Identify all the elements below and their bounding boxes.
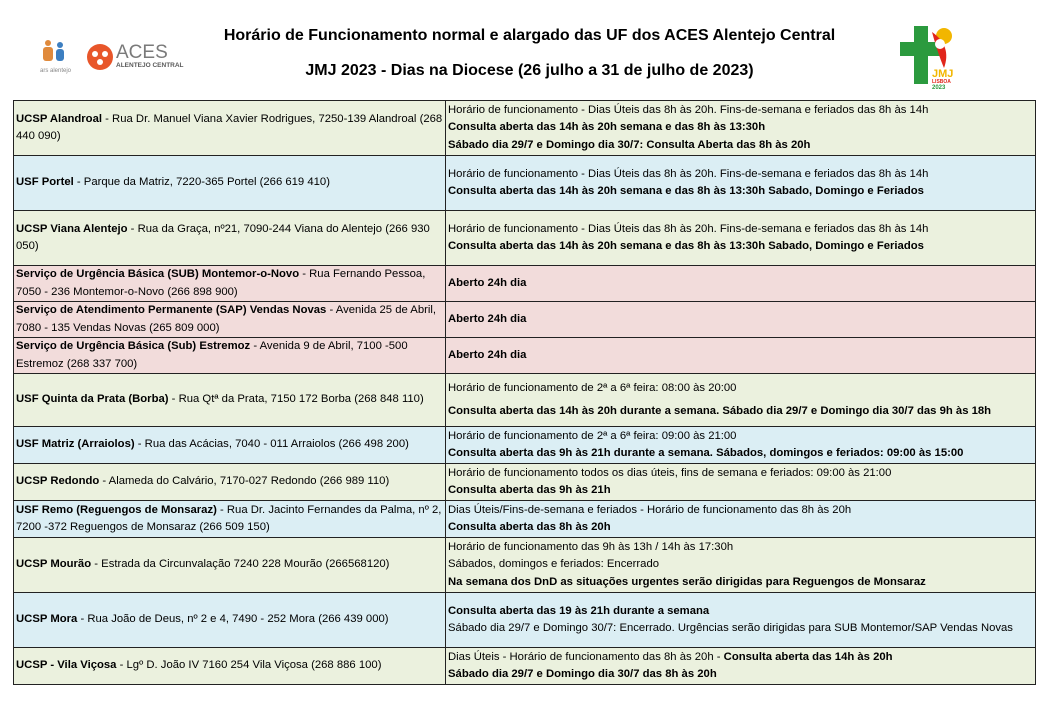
hours-line: Aberto 24h dia xyxy=(448,276,527,289)
hours-line: Horário de funcionamento de 2ª a 6ª feira: 08:00 às 20:00 xyxy=(448,381,737,394)
hours-line: Aberto 24h dia xyxy=(448,348,527,361)
hours-line-group xyxy=(448,649,1033,667)
unit-name: UCSP Redondo xyxy=(16,475,100,488)
table-row xyxy=(14,101,1036,156)
page-title-text: Horário de Funcionamento normal e alargado das UF dos ACES Alentejo Central xyxy=(223,27,836,44)
unit-cell xyxy=(14,266,446,302)
hours-line: Consulta aberta das 14h às 20h semana e das 8h às 13:30h Sabado, Domingo e Feriados xyxy=(448,240,924,252)
table-row xyxy=(14,464,1036,501)
table-row xyxy=(14,211,1036,266)
hours-line: Dias Úteis/Fins-de-semana e feriados - Horário de funcionamento das 8h às 20h xyxy=(448,503,852,516)
hours-cell xyxy=(446,211,1036,266)
hours-line: Consulta aberta das 8h às 20h xyxy=(448,521,611,533)
table-row xyxy=(14,266,1036,302)
unit-name: Serviço de Urgência Básica (Sub) Estremoz xyxy=(16,340,251,352)
hours-cell xyxy=(446,501,1036,538)
hours-line: Horário de funcionamento das 9h às 13h / 14h às 17:30h xyxy=(448,540,734,553)
unit-cell xyxy=(14,156,446,211)
unit-name: Serviço de Urgência Básica (SUB) Montemor-o-Novo xyxy=(16,268,300,280)
aces-logo-name: ACES xyxy=(116,42,168,63)
hours-cell xyxy=(446,593,1036,648)
table-row xyxy=(14,648,1036,685)
unit-address: - Rua Qtª da Prata, 7150 172 Borba (268 848 110) xyxy=(168,393,424,406)
table-row xyxy=(14,374,1036,427)
hours-line: Aberto 24h dia xyxy=(448,312,527,325)
unit-cell xyxy=(14,427,446,464)
hours-cell xyxy=(446,427,1036,464)
hours-line: Sábados, domingos e feriados: Encerrado xyxy=(448,558,660,571)
table-row xyxy=(14,538,1036,593)
unit-name: UCSP Alandroal xyxy=(16,112,103,125)
unit-name: UCSP Mourão xyxy=(16,558,92,571)
unit-address: - Avenida 25 de Abril, 7080 - 135 Vendas Novas (265 809 000) xyxy=(16,304,437,334)
page-subtitle xyxy=(0,62,1043,80)
hours-line: Sábado dia 29/7 e Domingo dia 30/7 das 8h às 20h xyxy=(448,668,717,680)
hours-line: Horário de funcionamento - Dias Úteis das 8h às 20h. Fins-de-semana e feriados das 8h às 14h xyxy=(448,167,929,180)
unit-cell xyxy=(14,302,446,338)
hours-line: Consulta aberta das 9h às 21h durante a semana. Sábados, domingos e feriados: 09:00 às 15:00 xyxy=(448,447,964,459)
schedule-table xyxy=(13,100,1036,685)
hours-cell xyxy=(446,538,1036,593)
unit-address: - Parque da Matriz, 7220-365 Portel (266 619 410) xyxy=(73,176,330,189)
unit-cell xyxy=(14,538,446,593)
hours-line: Consulta aberta das 9h às 21h xyxy=(448,484,611,496)
unit-name: USF Remo (Reguengos de Monsaraz) xyxy=(16,503,217,516)
hours-line: Horário de funcionamento - Dias Úteis das 8h às 20h. Fins-de-semana e feriados das 8h às 14h xyxy=(448,103,929,116)
unit-address: - Rua João de Deus, nº 2 e 4, 7490 - 252 Mora (266 439 000) xyxy=(77,613,389,626)
table-row xyxy=(14,302,1036,338)
jmj-logo-text: JMJ xyxy=(932,68,954,80)
table-row xyxy=(14,156,1036,211)
hours-line: Consulta aberta das 14h às 20h semana e das 8h às 13:30h xyxy=(448,121,766,134)
table-row xyxy=(14,593,1036,648)
unit-cell xyxy=(14,593,446,648)
hours-line: Horário de funcionamento todos os dias úteis, fins de semana e feriados: 09:00 às 21:00 xyxy=(448,466,892,479)
unit-cell xyxy=(14,101,446,156)
unit-address: - Rua Dr. Manuel Viana Xavier Rodrigues, 7250-139 Alandroal (268 440 090) xyxy=(16,112,443,142)
unit-address: - Estrada da Circunvalação 7240 228 Mourão (266568120) xyxy=(91,558,390,571)
unit-address: - Avenida 9 de Abril, 7100 -500 Estremoz (268 337 700) xyxy=(16,340,408,370)
hours-line: Na semana dos DnD as situações urgentes serão dirigidas para Reguengos de Monsaraz xyxy=(448,575,926,588)
hours-line: Consulta aberta das 14h às 20h xyxy=(723,650,893,663)
hours-line: Dias Úteis - Horário de funcionamento das 8h às 20h - xyxy=(448,650,724,663)
unit-address: - Rua Dr. Jacinto Fernandes da Palma, nº 2, 7200 -372 Reguengos de Monsaraz (266 509 150) xyxy=(16,503,442,533)
hours-cell xyxy=(446,101,1036,156)
unit-cell xyxy=(14,501,446,538)
hours-cell xyxy=(446,156,1036,211)
unit-cell xyxy=(14,648,446,685)
page-subtitle-text: JMJ 2023 - Dias na Diocese (26 julho a 31 de julho de 2023) xyxy=(305,62,754,79)
unit-address: - Rua da Graça, nº21, 7090-244 Viana do Alentejo (266 930 050) xyxy=(16,222,430,252)
ars-small-text: ars alentejo xyxy=(40,68,72,74)
table-row xyxy=(14,427,1036,464)
hours-cell xyxy=(446,266,1036,302)
unit-address: - Rua Fernando Pessoa, 7050 - 236 Montemor-o-Novo (266 898 900) xyxy=(16,268,426,298)
hours-line: Sábado dia 29/7 e Domingo dia 30/7: Consulta Aberta das 8h às 20h xyxy=(448,138,811,151)
unit-name: USF Matriz (Arraiolos) xyxy=(16,438,135,451)
unit-name: Serviço de Atendimento Permanente (SAP) Vendas Novas xyxy=(16,304,327,316)
hours-cell xyxy=(446,464,1036,501)
hours-line: Sábado dia 29/7 e Domingo 30/7: Encerrado. Urgências serão dirigidas para SUB Montemor/SAP Vendas Novas xyxy=(448,622,1013,634)
hours-cell xyxy=(446,338,1036,374)
table-row xyxy=(14,501,1036,538)
hours-line: Consulta aberta das 14h às 20h semana e das 8h às 13:30h Sabado, Domingo e Feriados xyxy=(448,185,924,197)
jmj-logo-year: 2023 xyxy=(932,85,946,90)
table-row xyxy=(14,338,1036,374)
hours-line: Horário de funcionamento de 2ª a 6ª feira: 09:00 às 21:00 xyxy=(448,429,737,442)
hours-line: Consulta aberta das 14h às 20h durante a semana. Sábado dia 29/7 e Domingo dia 30/7 das 9h às 18h xyxy=(448,405,992,417)
page-title xyxy=(0,27,1043,45)
unit-name: UCSP - Vila Viçosa xyxy=(16,659,117,672)
unit-address: - Alameda do Calvário, 7170-027 Redondo (266 989 110) xyxy=(99,475,390,488)
jmj-logo-city: LISBOA xyxy=(932,79,951,85)
unit-name: USF Quinta da Prata (Borba) xyxy=(16,393,169,406)
unit-address: - Lgº D. João IV 7160 254 Vila Viçosa (268 886 100) xyxy=(116,659,382,672)
unit-address: - Rua das Acácias, 7040 - 011 Arraiolos (266 498 200) xyxy=(134,438,409,451)
unit-name: USF Portel xyxy=(16,176,74,189)
aces-logo-region: ALENTEJO CENTRAL xyxy=(116,62,184,69)
hours-cell xyxy=(446,374,1036,427)
unit-cell xyxy=(14,374,446,427)
hours-line: Consulta aberta das 19 às 21h durante a semana xyxy=(448,604,710,617)
unit-name: UCSP Viana Alentejo xyxy=(16,222,128,235)
hours-line: Horário de funcionamento - Dias Úteis das 8h às 20h. Fins-de-semana e feriados das 8h às 14h xyxy=(448,222,929,235)
unit-cell xyxy=(14,211,446,266)
hours-cell xyxy=(446,302,1036,338)
unit-cell xyxy=(14,338,446,374)
unit-cell xyxy=(14,464,446,501)
hours-cell xyxy=(446,648,1036,685)
unit-name: UCSP Mora xyxy=(16,613,78,626)
